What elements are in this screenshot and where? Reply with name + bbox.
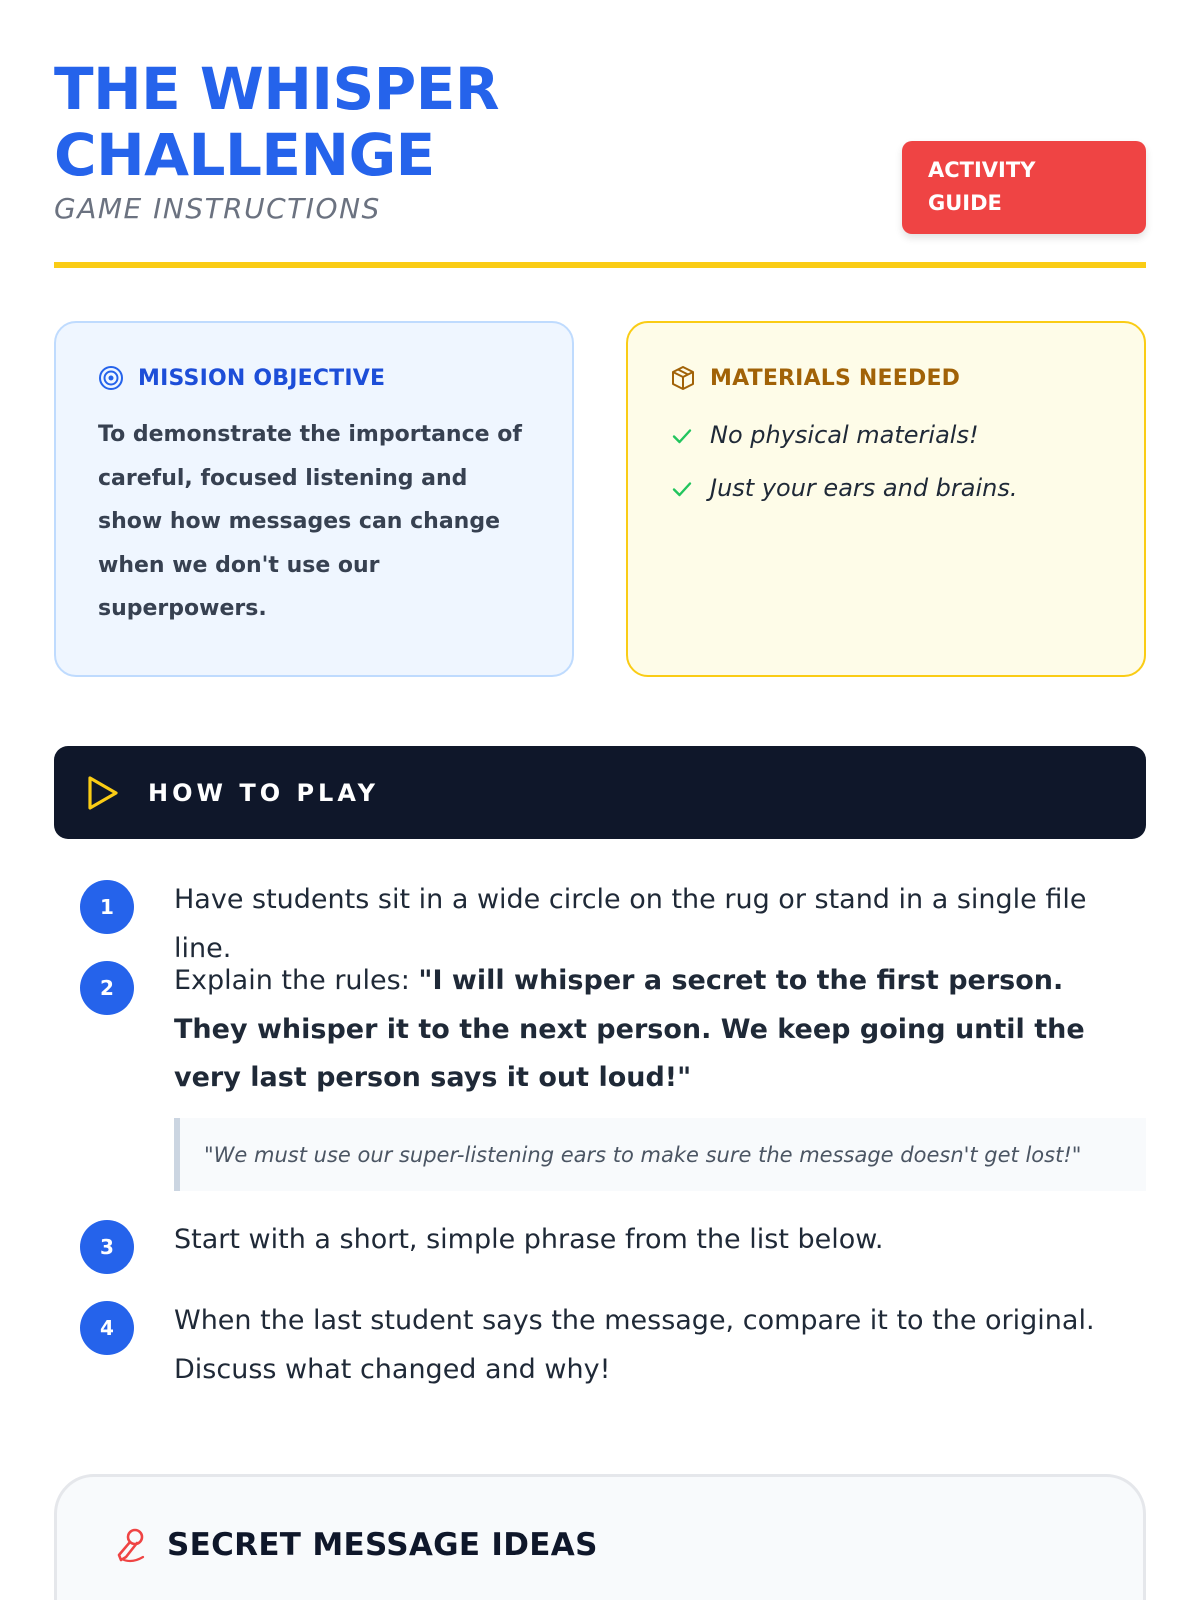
check-icon xyxy=(670,477,694,501)
page-subtitle: GAME INSTRUCTIONS xyxy=(54,192,381,225)
how-to-play-title: HOW TO PLAY xyxy=(148,778,379,807)
step-number-badge: 2 xyxy=(80,961,134,1015)
mission-objective-text: To demonstrate the importance of careful, focused listening and show how messages can change when we don't use our superpowers. xyxy=(98,422,522,621)
badge-line-2: GUIDE xyxy=(928,191,1002,215)
mission-objective-title: MISSION OBJECTIVE xyxy=(138,365,386,391)
badge-line-1: ACTIVITY xyxy=(928,158,1036,182)
mission-objective-card xyxy=(54,321,574,677)
step-number-badge: 4 xyxy=(80,1301,134,1355)
title-line-2: CHALLENGE xyxy=(54,121,435,189)
materials-needed-heading xyxy=(670,365,1102,391)
step-text: Have students sit in a wide circle on the rug or stand in a single file line. xyxy=(174,884,1087,964)
materials-item-text: No physical materials! xyxy=(710,421,979,449)
target-icon xyxy=(98,365,124,391)
materials-item-text: Just your ears and brains. xyxy=(710,474,1018,502)
step-text: When the last student says the message, compare it to the original. Discuss what changed and why! xyxy=(174,1305,1095,1385)
page-title xyxy=(54,56,614,188)
page-header xyxy=(54,0,1146,268)
step-text-rule: "I will whisper a secret to the first person. They whisper it to the next person. We keep going until the very last person says it out loud!" xyxy=(174,965,1085,1093)
step-text-prefix: Explain the rules: xyxy=(174,965,419,996)
materials-needed-card xyxy=(626,321,1146,677)
materials-list-item xyxy=(670,409,1102,462)
step-text: Start with a short, simple phrase from the list below. xyxy=(174,1224,884,1255)
step-text xyxy=(174,957,1146,1103)
secret-message-ideas-title: SECRET MESSAGE IDEAS xyxy=(167,1527,598,1563)
step-quote: "We must use our super-listening ears to make sure the message doesn't get lost!" xyxy=(174,1118,1146,1191)
title-line-1: THE WHISPER xyxy=(54,55,500,123)
step-number-badge: 1 xyxy=(80,880,134,934)
mission-objective-heading xyxy=(98,365,530,391)
step-number-badge: 3 xyxy=(80,1220,134,1274)
info-cards xyxy=(54,268,1146,688)
how-to-play-bar xyxy=(54,746,1146,839)
materials-list xyxy=(670,409,1102,515)
activity-guide-badge xyxy=(902,141,1146,234)
play-icon xyxy=(86,775,120,811)
check-icon xyxy=(670,424,694,448)
box-icon xyxy=(670,365,696,391)
pen-icon xyxy=(115,1527,147,1563)
secret-message-ideas-heading xyxy=(115,1527,1085,1563)
materials-needed-title: MATERIALS NEEDED xyxy=(710,365,961,391)
materials-list-item xyxy=(670,462,1102,515)
secret-message-ideas-card xyxy=(54,1474,1146,1600)
